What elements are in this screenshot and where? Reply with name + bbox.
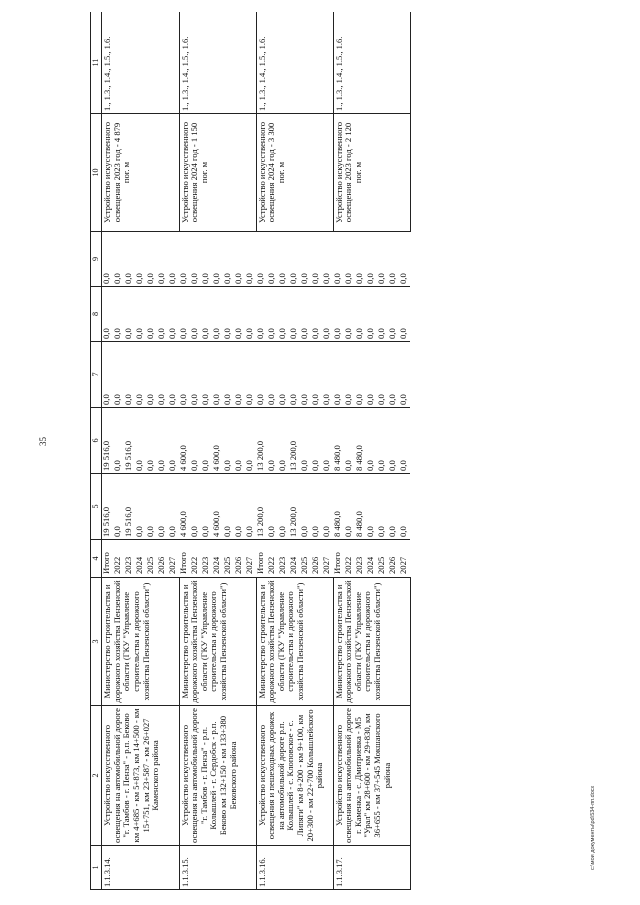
measure-name: Устройство искусственного освещения на автомобильной дороге "г. Тамбов - г. Пенза" - р.п. Беково км 4+685 - км 5+873, км 14+500 - км 15+751, км 23+587 - км 26+027 Каменского района [102, 706, 180, 846]
measure-code: 1.1.3.15. [179, 846, 256, 890]
measure-code: 1.1.3.17. [333, 846, 410, 890]
amount-local: 0,0 [300, 287, 311, 342]
amount-total: 4 600,0 [179, 474, 190, 540]
amount-federal: 0,0 [344, 342, 355, 408]
amount-regional: 8 480,0 [355, 408, 366, 474]
year-cell: 2025 [223, 540, 234, 578]
amount-regional: 0,0 [267, 408, 278, 474]
measure-row-total [256, 12, 267, 890]
measure-code: 1.1.3.14. [102, 846, 180, 890]
column-number: 11 [91, 12, 102, 114]
amount-federal: 0,0 [289, 342, 300, 408]
year-cell: 2023 [124, 540, 135, 578]
amount-regional: 0,0 [311, 408, 322, 474]
amount-federal: 0,0 [113, 342, 124, 408]
amount-local: 0,0 [234, 287, 245, 342]
year-cell: 2025 [300, 540, 311, 578]
amount-federal: 0,0 [377, 342, 388, 408]
amount-total: 8 480,0 [355, 474, 366, 540]
amount-total: 0,0 [377, 474, 388, 540]
amount-other: 0,0 [366, 232, 377, 287]
column-number: 5 [91, 474, 102, 540]
amount-regional: 0,0 [135, 408, 146, 474]
responsible-party: Министерство строительства и дорожного хозяйства Пензенской области (ГКУ "Управление строительства и дорожного хозяйства Пензенской области") [179, 578, 256, 706]
amount-regional: 0,0 [113, 408, 124, 474]
measure-code: 1.1.3.16. [256, 846, 333, 890]
amount-federal: 0,0 [168, 342, 179, 408]
amount-regional: 0,0 [190, 408, 201, 474]
year-cell: 2025 [146, 540, 157, 578]
amount-regional: 13 200,0 [289, 408, 300, 474]
year-cell: Итого [256, 540, 267, 578]
amount-total: 0,0 [344, 474, 355, 540]
amount-regional: 0,0 [377, 408, 388, 474]
amount-local: 0,0 [366, 287, 377, 342]
amount-local: 0,0 [245, 287, 256, 342]
year-cell: 2026 [311, 540, 322, 578]
year-cell: 2024 [289, 540, 300, 578]
amount-regional: 0,0 [278, 408, 289, 474]
amount-total: 0,0 [267, 474, 278, 540]
amount-local: 0,0 [168, 287, 179, 342]
amount-total: 0,0 [234, 474, 245, 540]
amount-other: 0,0 [245, 232, 256, 287]
amount-regional: 0,0 [344, 408, 355, 474]
column-number: 10 [91, 114, 102, 232]
amount-total: 0,0 [278, 474, 289, 540]
column-number: 4 [91, 540, 102, 578]
amount-federal: 0,0 [355, 342, 366, 408]
amount-total: 0,0 [366, 474, 377, 540]
indicator-text: Устройство искусственного освещения 2024 год - 1 150 пог. м [179, 114, 256, 232]
amount-local: 0,0 [113, 287, 124, 342]
column-number-row [91, 12, 102, 890]
amount-local: 0,0 [322, 287, 333, 342]
measure-row-total [102, 12, 114, 890]
amount-total: 0,0 [388, 474, 399, 540]
amount-federal: 0,0 [267, 342, 278, 408]
amount-total: 0,0 [399, 474, 410, 540]
amount-other: 0,0 [157, 232, 168, 287]
amount-federal: 0,0 [322, 342, 333, 408]
amount-regional: 0,0 [322, 408, 333, 474]
amount-federal: 0,0 [223, 342, 234, 408]
amount-regional: 0,0 [388, 408, 399, 474]
amount-federal: 0,0 [245, 342, 256, 408]
amount-local: 0,0 [344, 287, 355, 342]
year-cell: Итого [102, 540, 114, 578]
year-cell: 2024 [135, 540, 146, 578]
amount-local: 0,0 [267, 287, 278, 342]
amount-federal: 0,0 [366, 342, 377, 408]
amount-other: 0,0 [113, 232, 124, 287]
year-cell: 2026 [388, 540, 399, 578]
amount-local: 0,0 [124, 287, 135, 342]
amount-other: 0,0 [278, 232, 289, 287]
program-table [90, 12, 411, 890]
amount-other: 0,0 [289, 232, 300, 287]
amount-total: 0,0 [201, 474, 212, 540]
rotated-page-content [90, 12, 605, 890]
year-cell: 2026 [234, 540, 245, 578]
amount-total: 13 200,0 [256, 474, 267, 540]
file-path-footer: c:\мои документы\pd\534-пп.docx [590, 785, 596, 870]
amount-federal: 0,0 [300, 342, 311, 408]
amount-total: 0,0 [157, 474, 168, 540]
responsible-party: Министерство строительства и дорожного хозяйства Пензенской области (ГКУ "Управление строительства и дорожного хозяйства Пензенской области") [256, 578, 333, 706]
amount-federal: 0,0 [212, 342, 223, 408]
amount-other: 0,0 [102, 232, 114, 287]
amount-local: 0,0 [201, 287, 212, 342]
amount-federal: 0,0 [388, 342, 399, 408]
year-cell: 2022 [344, 540, 355, 578]
measure-row-total [333, 12, 344, 890]
column-number: 3 [91, 578, 102, 706]
amount-local: 0,0 [212, 287, 223, 342]
amount-total: 19 516,0 [124, 474, 135, 540]
year-cell: 2022 [267, 540, 278, 578]
measure-name: Устройство искусственного освещения на автомобильной дороге г. Каменка - с. Дмитриевка - М5 "Урал" км 28+600 - км 29+830, км 36+655 - км 37+545 Мокшанского района [333, 706, 410, 846]
amount-federal: 0,0 [311, 342, 322, 408]
column-number: 1 [91, 846, 102, 890]
year-cell: 2023 [201, 540, 212, 578]
amount-local: 0,0 [278, 287, 289, 342]
indicator-text: Устройство искусственного освещения 2023 год - 4 879 пог. м [102, 114, 180, 232]
amount-other: 0,0 [256, 232, 267, 287]
amount-other: 0,0 [355, 232, 366, 287]
amount-federal: 0,0 [256, 342, 267, 408]
year-cell: 2024 [212, 540, 223, 578]
year-cell: Итого [333, 540, 344, 578]
column-number: 9 [91, 232, 102, 287]
amount-other: 0,0 [135, 232, 146, 287]
amount-federal: 0,0 [157, 342, 168, 408]
amount-local: 0,0 [388, 287, 399, 342]
amount-local: 0,0 [157, 287, 168, 342]
responsible-party: Министерство строительства и дорожного хозяйства Пензенской области (ГКУ "Управление строительства и дорожного хозяйства Пензенской области") [102, 578, 180, 706]
amount-federal: 0,0 [179, 342, 190, 408]
amount-regional: 0,0 [300, 408, 311, 474]
year-cell: Итого [179, 540, 190, 578]
year-cell: 2024 [366, 540, 377, 578]
amount-total: 0,0 [168, 474, 179, 540]
amount-federal: 0,0 [278, 342, 289, 408]
amount-federal: 0,0 [190, 342, 201, 408]
amount-local: 0,0 [399, 287, 410, 342]
responsible-party: Министерство строительства и дорожного хозяйства Пензенской области (ГКУ "Управление строительства и дорожного хозяйства Пензенской области") [333, 578, 410, 706]
amount-other: 0,0 [146, 232, 157, 287]
year-cell: 2023 [278, 540, 289, 578]
amount-other: 0,0 [168, 232, 179, 287]
amount-regional: 0,0 [201, 408, 212, 474]
amount-regional: 0,0 [399, 408, 410, 474]
amount-federal: 0,0 [124, 342, 135, 408]
amount-total: 19 516,0 [102, 474, 114, 540]
amount-other: 0,0 [377, 232, 388, 287]
amount-other: 0,0 [190, 232, 201, 287]
amount-total: 4 600,0 [212, 474, 223, 540]
amount-other: 0,0 [388, 232, 399, 287]
task-refs: 1., 1.3., 1.4., 1.5., 1.6. [179, 12, 256, 114]
amount-other: 0,0 [300, 232, 311, 287]
amount-regional: 4 600,0 [212, 408, 223, 474]
year-cell: 2027 [245, 540, 256, 578]
column-number: 6 [91, 408, 102, 474]
amount-regional: 19 516,0 [102, 408, 114, 474]
amount-total: 0,0 [135, 474, 146, 540]
measure-name: Устройство искусственного освещения на автомобильной дороге "г. Тамбов - г. Пенза" - р.п. Колышлей - г. Сердобск - р.п. Беково км 132+150 - км 133+380 Бековского района [179, 706, 256, 846]
amount-federal: 0,0 [333, 342, 344, 408]
amount-other: 0,0 [333, 232, 344, 287]
amount-local: 0,0 [102, 287, 114, 342]
year-cell: 2026 [157, 540, 168, 578]
column-number: 7 [91, 342, 102, 408]
indicator-text: Устройство искусственного освещения 2024 год - 3 300 пог. м [256, 114, 333, 232]
amount-regional: 4 600,0 [179, 408, 190, 474]
task-refs: 1., 1.3., 1.4., 1.5., 1.6. [333, 12, 410, 114]
year-cell: 2025 [377, 540, 388, 578]
amount-other: 0,0 [267, 232, 278, 287]
amount-federal: 0,0 [234, 342, 245, 408]
amount-regional: 13 200,0 [256, 408, 267, 474]
year-cell: 2022 [190, 540, 201, 578]
amount-regional: 0,0 [157, 408, 168, 474]
amount-federal: 0,0 [201, 342, 212, 408]
amount-local: 0,0 [377, 287, 388, 342]
column-number: 2 [91, 706, 102, 846]
task-refs: 1., 1.3., 1.4., 1.5., 1.6. [102, 12, 180, 114]
amount-local: 0,0 [223, 287, 234, 342]
amount-total: 0,0 [223, 474, 234, 540]
amount-total: 0,0 [190, 474, 201, 540]
amount-other: 0,0 [201, 232, 212, 287]
amount-regional: 0,0 [234, 408, 245, 474]
amount-other: 0,0 [344, 232, 355, 287]
year-cell: 2027 [322, 540, 333, 578]
table-area [90, 12, 605, 890]
amount-local: 0,0 [146, 287, 157, 342]
year-cell: 2027 [168, 540, 179, 578]
measure-row-total [179, 12, 190, 890]
year-cell: 2023 [355, 540, 366, 578]
amount-regional: 0,0 [146, 408, 157, 474]
year-cell: 2022 [113, 540, 124, 578]
amount-total: 0,0 [113, 474, 124, 540]
amount-other: 0,0 [124, 232, 135, 287]
amount-total: 0,0 [311, 474, 322, 540]
column-number: 8 [91, 287, 102, 342]
amount-regional: 19 516,0 [124, 408, 135, 474]
amount-local: 0,0 [256, 287, 267, 342]
amount-total: 0,0 [322, 474, 333, 540]
amount-local: 0,0 [179, 287, 190, 342]
amount-other: 0,0 [179, 232, 190, 287]
amount-total: 0,0 [146, 474, 157, 540]
amount-local: 0,0 [190, 287, 201, 342]
amount-other: 0,0 [322, 232, 333, 287]
amount-federal: 0,0 [399, 342, 410, 408]
amount-total: 0,0 [300, 474, 311, 540]
amount-regional: 0,0 [223, 408, 234, 474]
amount-local: 0,0 [311, 287, 322, 342]
amount-local: 0,0 [135, 287, 146, 342]
amount-other: 0,0 [223, 232, 234, 287]
amount-regional: 0,0 [245, 408, 256, 474]
amount-regional: 8 480,0 [333, 408, 344, 474]
amount-total: 0,0 [245, 474, 256, 540]
amount-local: 0,0 [333, 287, 344, 342]
amount-total: 13 200,0 [289, 474, 300, 540]
page-number: 35 [38, 437, 48, 446]
amount-regional: 0,0 [168, 408, 179, 474]
amount-federal: 0,0 [135, 342, 146, 408]
amount-local: 0,0 [289, 287, 300, 342]
amount-other: 0,0 [234, 232, 245, 287]
measure-name: Устройство искусственного освещения и пешеходных дорожек на автомобильной дороге р.п. Колышлей - с. Клоповское - с. Липяги" км 8+200 - км 9+100, км 20+300 - км 22+700 Колышлейского района [256, 706, 333, 846]
indicator-text: Устройство искусственного освещения 2023 год - 2 120 пог. м [333, 114, 410, 232]
amount-regional: 0,0 [366, 408, 377, 474]
amount-other: 0,0 [212, 232, 223, 287]
amount-local: 0,0 [355, 287, 366, 342]
task-refs: 1., 1.3., 1.4., 1.5., 1.6. [256, 12, 333, 114]
amount-federal: 0,0 [146, 342, 157, 408]
year-cell: 2027 [399, 540, 410, 578]
amount-federal: 0,0 [102, 342, 114, 408]
amount-other: 0,0 [399, 232, 410, 287]
amount-total: 8 480,0 [333, 474, 344, 540]
amount-other: 0,0 [311, 232, 322, 287]
